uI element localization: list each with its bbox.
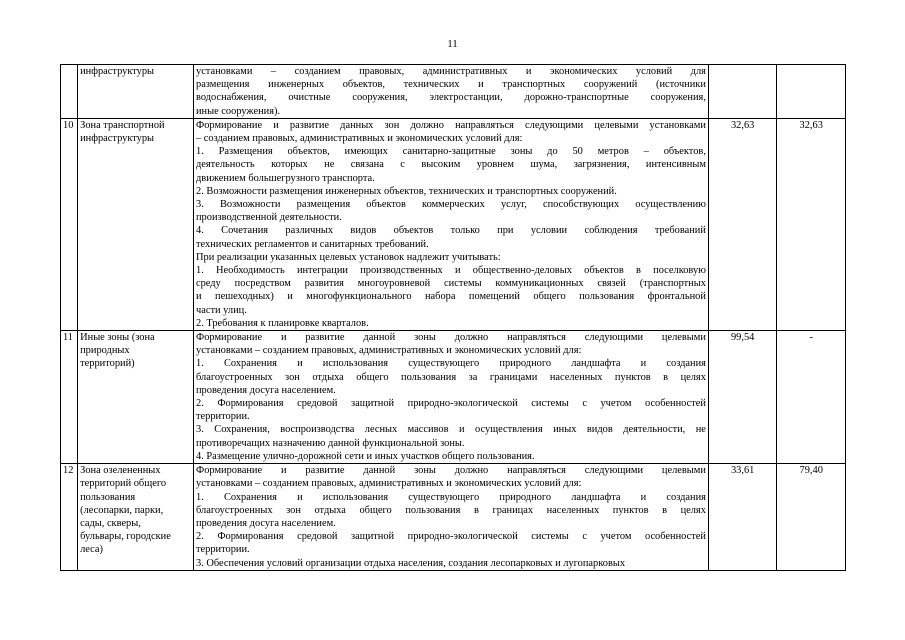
area-value: 33,61 [730,465,755,477]
area-value: 32,63 [799,119,823,131]
table-row [61,118,846,330]
description-line: 2. Формирования средовой защитной природно-экологической системы с учетом особенностей [196,531,706,543]
area-value: 79,40 [799,465,823,477]
zone-name-line: территорий общего [80,478,167,490]
zone-name-line: территорий) [80,358,135,370]
row-number-cell [61,65,78,119]
description-line: производственной деятельности. [196,212,342,224]
description-line: 1. Сохранения и использования существующего природного ландшафта и создания [196,491,706,503]
zone-name-line: инфраструктуры [80,66,155,77]
description-line: 1. Сохранения и использования существующего природного ландшафта и создания [196,358,706,370]
area-value-cell [777,118,846,330]
zones-table [60,64,846,571]
description-line: среду посредством развития многоуровневой системы коммуникационных связей (транспортных [196,278,706,290]
description-line: благоустроенных зон отдыха общего пользования за границами населенных пунктов в целях [196,371,706,383]
description-line: 1. Размещения объектов, имеющих санитарно-защитные зоны до 50 метров – объектов, [196,146,706,158]
description-line: и пешеходных) и многофункционального набора помещений общего пользования фронтальной [196,291,706,303]
zone-description-cell [194,65,709,119]
zone-name-line: сады, скверы, [80,517,141,529]
description-line: установками – созданием правовых, административных и экономических условий для: [196,345,582,357]
zone-description-cell [194,331,709,464]
description-line: 2. Формирования средовой защитной природно-экологической системы с учетом особенностей [196,398,706,410]
area-value-cell [708,65,777,119]
zone-name-cell [78,118,194,330]
description-line: Формирование и развитие данных зон должно направляться следующими целевыми установками [196,119,706,131]
zone-name-cell [78,65,194,119]
area-value: - [809,332,813,344]
zone-name-line: леса) [80,544,103,556]
zone-name-cell [78,464,194,571]
area-value-cell [777,331,846,464]
area-value-cell [708,118,777,330]
description-line: Формирование и развитие данной зоны должно направляться следующими целевыми [196,332,706,344]
zones-table-body [61,65,846,571]
description-line: водоснабжения, очистные сооружения, электростанции, дорожно-транспортные сооружения, [196,92,706,104]
zone-name-line: Зона озелененных [80,465,161,477]
description-line: 3. Сохранения, воспроизводства лесных массивов и осуществления иных видов деятельности, не [196,424,706,436]
description-line: 3. Возможности размещения объектов коммерческих услуг, способствующих осуществлению [196,199,706,211]
description-line: – созданием правовых, административных и экономических условий для: [196,133,523,145]
description-line: Формирование и развитие данной зоны должно направляться следующими целевыми [196,465,706,477]
area-value-cell [708,464,777,571]
zone-name-line: инфраструктуры [80,133,155,145]
description-line: 2. Возможности размещения инженерных объектов, технических и транспортных сооружений. [196,185,617,197]
zone-name-line: природных [80,345,130,357]
row-number-cell [61,464,78,571]
area-value-cell [777,464,846,571]
zone-name-line: (лесопарки, парки, [80,504,164,516]
description-line: деятельность которых не связана с высоким уровнем шума, загрязнения, интенсивным [196,159,706,171]
row-number-cell [61,118,78,330]
description-line: 4. Размещение улично-дорожной сети и иных участков общего пользования. [196,450,535,462]
area-value: 32,63 [730,119,755,131]
table-row [61,464,846,571]
area-value-cell [708,331,777,464]
description-line: иные сооружения). [196,105,281,117]
description-line: 1. Необходимость интеграции производственных и общественно-деловых объектов в поселковую [196,265,706,277]
zone-description-cell [194,464,709,571]
page-number: 11 [447,38,458,50]
zone-name-cell [78,331,194,464]
description-line: проведения досуга населением. [196,517,336,529]
zone-description-cell [194,118,709,330]
description-line: движением большегрузного транспорта. [196,172,375,184]
description-line: установками – созданием правовых, административных и экономических условий для [196,66,706,77]
description-line: 3. Обеспечения условий организации отдыха населения, создания лесопарковых и лугопарковых [196,557,626,569]
description-line: 2. Требования к планировке кварталов. [196,317,369,329]
description-line: благоустроенных зон отдыха общего пользования в границах населенных пунктов в целях [196,504,706,516]
description-line: 4. Сочетания различных видов объектов только при условии соблюдения требований [196,225,706,237]
zone-name-line: Иные зоны (зона [80,332,155,344]
description-line: технических регламентов и санитарных требований. [196,238,429,250]
row-number: 12 [63,465,74,477]
area-value-cell [777,65,846,119]
description-line: установками – созданием правовых, административных и экономических условий для: [196,478,582,490]
table-row [61,65,846,119]
area-value: 99,54 [730,332,755,344]
description-line: При реализации указанных целевых установок надлежит учитывать: [196,251,501,263]
row-number: 11 [63,332,74,344]
description-line: территории. [196,544,250,556]
description-line: территории. [196,411,250,423]
description-line: размещения инженерных объектов, технических и транспортных сооружений (источники [196,79,706,91]
zone-name-line: бульвары, городские [80,531,171,543]
row-number: 10 [63,119,74,131]
table-row [61,331,846,464]
description-line: проведения досуга населением. [196,384,336,396]
zone-name-line: пользования [80,491,136,503]
row-number-cell [61,331,78,464]
zone-name-line: Зона транспортной [80,119,165,131]
description-line: части улиц. [196,304,247,316]
description-line: противоречащих назначению данной функциональной зоны. [196,437,465,449]
